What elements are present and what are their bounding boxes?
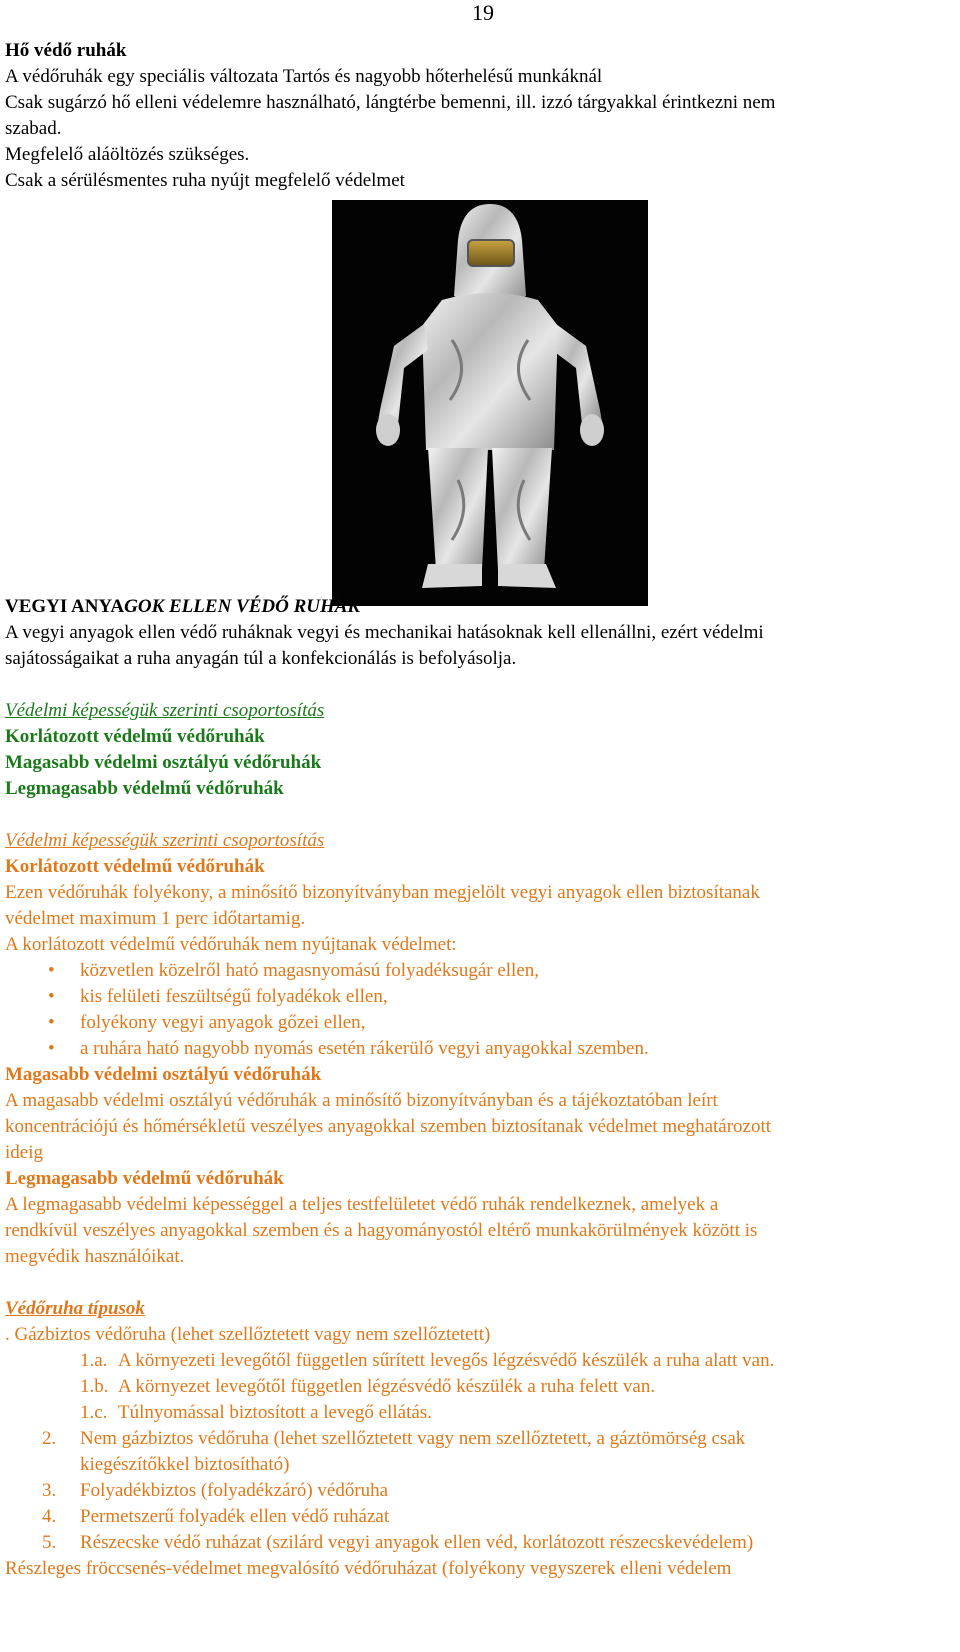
chem-intro-line: sajátosságaikat a ruha anyagán túl a konfekcionálás is befolyásolja. [5, 648, 517, 669]
numbered-text: Nem gázbiztos védőruha (lehet szellőztetett vagy nem szellőztetett, a gáztömörség csak [80, 1428, 746, 1449]
higher-text: A magasabb védelmi osztályú védőruhák a minősítő bizonyítványban és a tájékoztatóban leírt [5, 1090, 718, 1111]
chem-title [5, 594, 360, 620]
numbered-marker: 2. [42, 1428, 57, 1449]
bullet-item: folyékony vegyi anyagok gőzei ellen, [80, 1012, 366, 1033]
bullet-marker: • [48, 986, 55, 1007]
types-last: Részleges fröccsenés-védelmet megvalósító védőruházat (folyékony vegyszerek elleni védelem [5, 1558, 732, 1579]
green-item: Magasabb védelmi osztályú védőruhák [5, 752, 322, 773]
highest-text: A legmagasabb védelmi képességgel a teljes testfelületet védő ruhák rendelkeznek, amelyek a [5, 1194, 719, 1215]
bullet-item: a ruhára ható nagyobb nyomás esetén rákerülő vegyi anyagokkal szemben. [80, 1038, 649, 1059]
highest-text: rendkívül veszélyes anyagokkal szemben és a hagyományostól eltérő munkakörülmények között is [5, 1220, 758, 1241]
chem-intro-line: A vegyi anyagok ellen védő ruháknak vegyi és mechanikai hatásoknak kell ellenállni, ezért védelmi [5, 622, 764, 643]
limited-text: védelmet maximum 1 perc időtartamig. [5, 908, 306, 929]
sub-marker: 1.a. [80, 1350, 108, 1371]
highest-title: Legmagasabb védelmű védőruhák [5, 1168, 284, 1189]
numbered-text: Permetszerű folyadék ellen védő ruházat [80, 1506, 390, 1527]
numbered-marker: 4. [42, 1506, 57, 1527]
protective-suit-photo [332, 200, 648, 606]
green-item: Legmagasabb védelmű védőruhák [5, 778, 284, 799]
numbered-text: kiegészítőkkel biztosítható) [80, 1454, 290, 1475]
sub-text: A környezeti levegőtől független sűrített levegős légzésvédő készülék a ruha alatt van. [118, 1350, 775, 1371]
numbered-marker: 5. [42, 1532, 57, 1553]
green-item: Korlátozott védelmű védőruhák [5, 726, 265, 747]
numbered-text: Folyadékbiztos (folyadékzáró) védőruha [80, 1480, 389, 1501]
page-number: 19 [472, 0, 494, 25]
bullet-marker: • [48, 1038, 55, 1059]
higher-title: Magasabb védelmi osztályú védőruhák [5, 1064, 322, 1085]
heat-line: szabad. [5, 118, 62, 139]
sub-text: A környezet levegőtől független légzésvédő készülék a ruha felett van. [118, 1376, 656, 1397]
numbered-text: Részecske védő ruházat (szilárd vegyi anyagok ellen véd, korlátozott részecskevédelem) [80, 1532, 754, 1553]
types-first: . Gázbiztos védőruha (lehet szellőztetett vagy nem szellőztetett) [5, 1324, 491, 1345]
sub-text: Túlnyomással biztosított a levegő ellátás. [118, 1402, 432, 1423]
green-heading: Védelmi képességük szerinti csoportosítás [5, 700, 325, 721]
limited-text: Ezen védőruhák folyékony, a minősítő bizonyítványban megjelölt vegyi anyagok ellen biztosítanak [5, 882, 760, 903]
bullet-marker: • [48, 960, 55, 981]
heat-line: Megfelelő aláöltözés szükséges. [5, 144, 250, 165]
heat-line: Csak a sérülésmentes ruha nyújt megfelelő védelmet [5, 170, 405, 191]
heat-line: Csak sugárzó hő elleni védelemre használható, lángtérbe bemenni, ill. izzó tárgyakkal érintkezni nem [5, 92, 776, 113]
higher-text: koncentrációjú és hőmérsékletű veszélyes anyagokkal szemben biztosítanak védelmet meghatározott [5, 1116, 772, 1137]
limited-title: Korlátozott védelmű védőruhák [5, 856, 265, 877]
numbered-marker: 3. [42, 1480, 57, 1501]
higher-text: ideig [5, 1142, 43, 1163]
highest-text: megvédik használóikat. [5, 1246, 185, 1267]
sub-marker: 1.c. [80, 1402, 108, 1423]
chem-title-upright: VEGYI ANYA [5, 596, 125, 617]
bullet-marker: • [48, 1012, 55, 1033]
orange-heading: Védelmi képességük szerinti csoportosítás [5, 830, 325, 851]
types-heading: Védőruha típusok [5, 1298, 145, 1319]
sub-marker: 1.b. [80, 1376, 109, 1397]
bullet-item: közvetlen közelről ható magasnyomású folyadéksugár ellen, [80, 960, 540, 981]
bullet-item: kis felületi feszültségű folyadékok ellen, [80, 986, 388, 1007]
not-protect-text: A korlátozott védelmű védőruhák nem nyújtanak védelmet: [5, 934, 457, 955]
heat-title: Hő védő ruhák [5, 40, 127, 61]
chem-title-italic: GOK ELLEN VÉDŐ RUHÁK [124, 596, 361, 617]
heat-line: A védőruhák egy speciális változata Tartós és nagyobb hőterhelésű munkáknál [5, 66, 603, 87]
